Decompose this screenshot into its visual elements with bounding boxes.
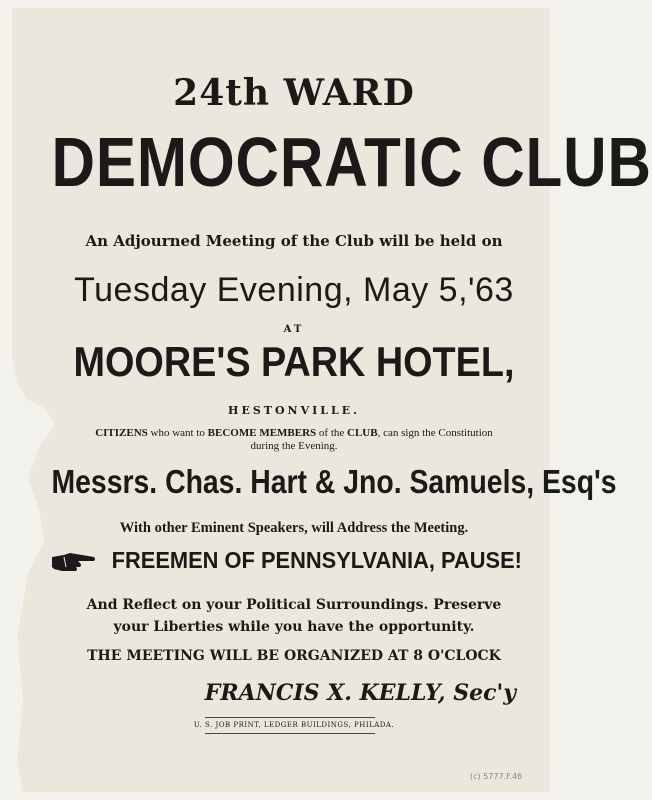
meeting-date: Tuesday Evening, May 5,'63 [74, 271, 514, 309]
meeting-announcement: An Adjourned Meeting of the Club will be held on [85, 232, 503, 250]
at-label: AT [283, 324, 305, 335]
ward-heading: 24th WARD [173, 72, 415, 114]
membership-notice-text-c: , can sign the Constitution [377, 427, 493, 439]
membership-notice-text-a: who want to [147, 427, 208, 439]
membership-notice-become: BECOME MEMBERS [207, 427, 317, 439]
membership-notice-citizens: CITIZENS [95, 427, 148, 439]
speakers: Messrs. Chas. Hart & Jno. Samuels, Esq's [51, 463, 617, 500]
speakers-note: With other Eminent Speakers, will Address the Meeting. [119, 520, 469, 536]
club-title: DEMOCRATIC CLUB [51, 123, 652, 201]
printer-imprint: U. S. JOB PRINT, LEDGER BUILDINGS, PHILADA. [193, 721, 395, 729]
catalog-note: (c) 5777.F.46 [470, 772, 523, 781]
venue-name: MOORE'S PARK HOTEL, [73, 338, 515, 385]
meeting-time: THE MEETING WILL BE ORGANIZED AT 8 O'CLOCK [87, 648, 501, 664]
reflect-paragraph [12, 594, 576, 638]
printer-rule-top [205, 717, 375, 718]
secretary-signature: FRANCIS X. KELLY, Sec'y [204, 680, 516, 706]
printer-rule-bottom [205, 733, 375, 734]
membership-notice-club: CLUB [347, 427, 378, 439]
membership-notice-text-b: of the [316, 427, 348, 439]
venue-location: HESTONVILLE. [228, 404, 360, 417]
reflect-line-2: your Liberties while you have the opportunity. [113, 619, 475, 635]
membership-notice-text-d: during the Evening. [250, 440, 338, 452]
membership-notice [12, 427, 576, 453]
reflect-line-1: And Reflect on your Political Surroundings. Preserve [86, 597, 502, 613]
freemen-appeal: FREEMEN OF PENNSYLVANIA, PAUSE! [111, 547, 522, 573]
